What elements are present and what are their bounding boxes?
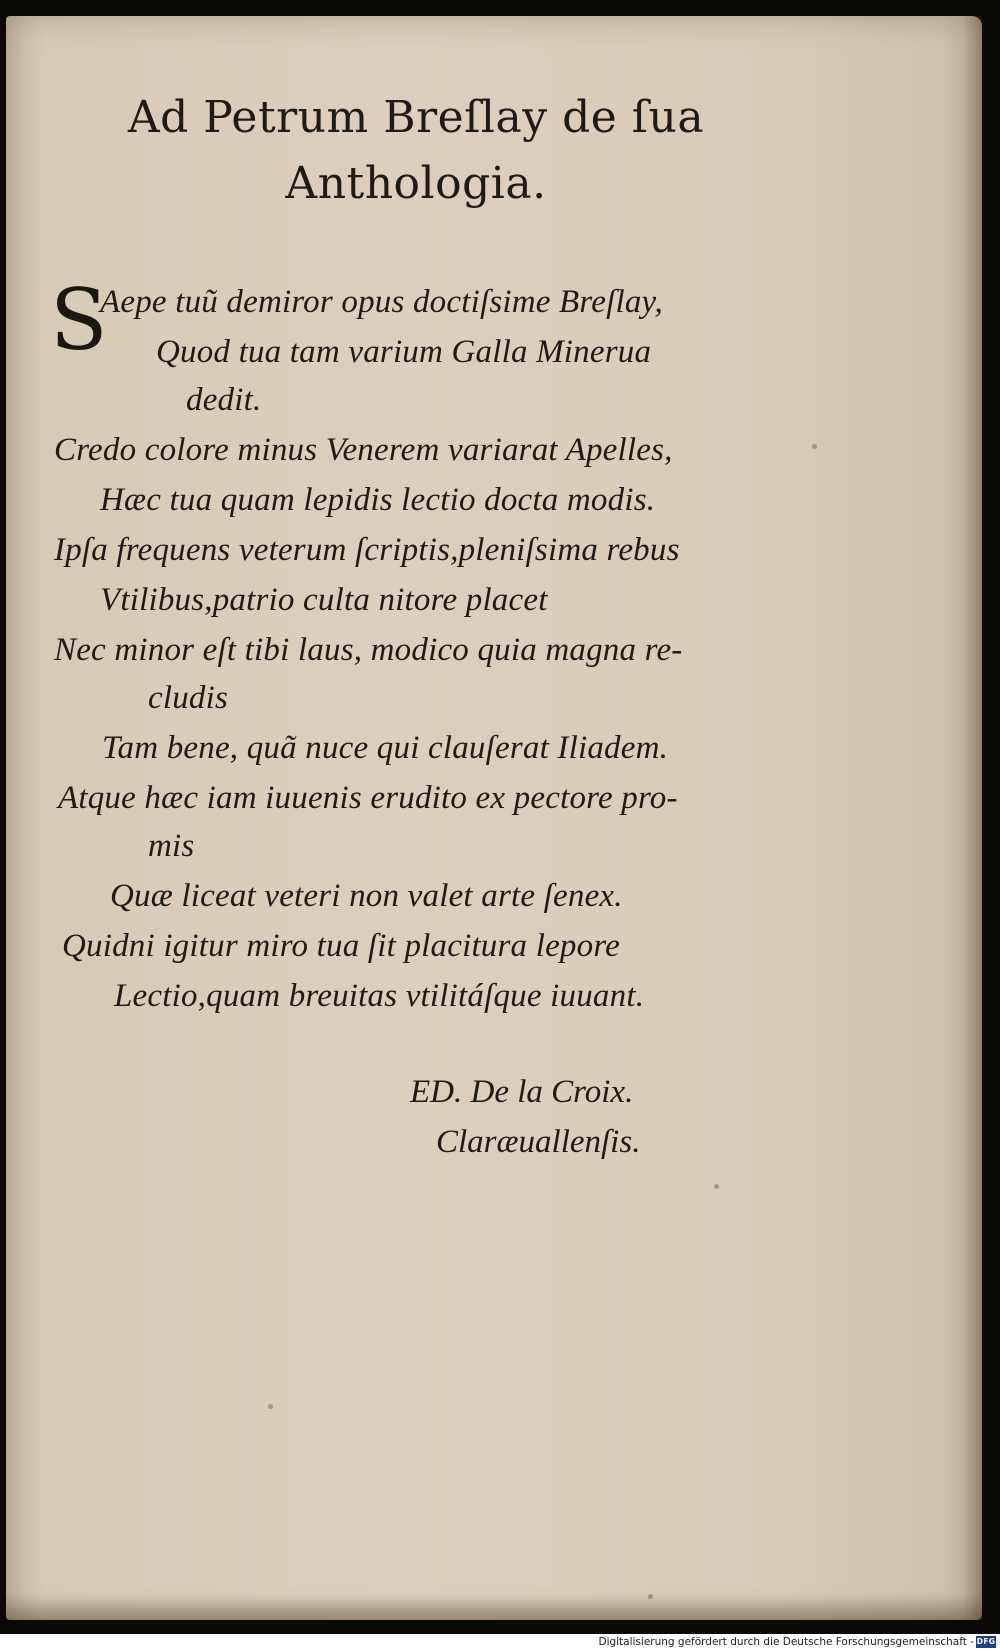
signature-name: ED. De la Croix. [410,1074,634,1110]
poem-line-11: Atque hæc iam iuuenis erudito ex pectore pro- [58,780,678,816]
signature-place: Claræuallenſis. [436,1124,641,1160]
book-page [6,16,982,1620]
poem-line-4: Credo colore minus Venerem variarat Apelles, [54,432,673,468]
poem-line-9: cludis [148,680,229,716]
page-title-line-1: Ad Petrum Breſlay de ſua [127,92,705,143]
poem-line-10: Tam bene, quã nuce qui clauſerat Iliadem. [102,730,669,766]
page-bottom-shadow [6,1594,982,1620]
poem-line-5: Hæc tua quam lepidis lectio docta modis. [100,482,656,518]
paper-speck [648,1594,653,1599]
poem [6,16,982,1216]
drop-cap: S [50,271,108,369]
poem-line-3: dedit. [186,382,262,418]
poem-line-2: Quod tua tam varium Galla Minerua [156,334,652,370]
poem-line-15: Lectio,quam breuitas vtilitáſque iuuant. [114,978,645,1014]
poem-line-13: Quæ liceat veteri non valet arte ſenex. [110,878,623,914]
poem-line-8: Nec minor eſt tibi laus, modico quia magna re- [54,632,683,668]
poem-line-6: Ipſa frequens veterum ſcriptis,pleniſsima rebus [54,532,680,568]
poem-line-14: Quidni igitur miro tua ſit placitura lepore [62,928,620,964]
paper-speck [714,1184,719,1189]
page-title-line-2: Anthologia. [285,158,547,209]
funding-credit: Digitalisierung gefördert durch die Deutsche Forschungsgemeinschaft - [598,1636,974,1648]
paper-speck [812,444,817,449]
poem-line-7: Vtilibus,patrio culta nitore placet [100,582,548,618]
paper-speck [268,1404,273,1409]
dfg-logo: DFG [976,1637,996,1646]
poem-line-1: Aepe tuũ demiror opus doctiſsime Breſlay, [100,284,663,320]
poem-line-12: mis [148,828,195,864]
